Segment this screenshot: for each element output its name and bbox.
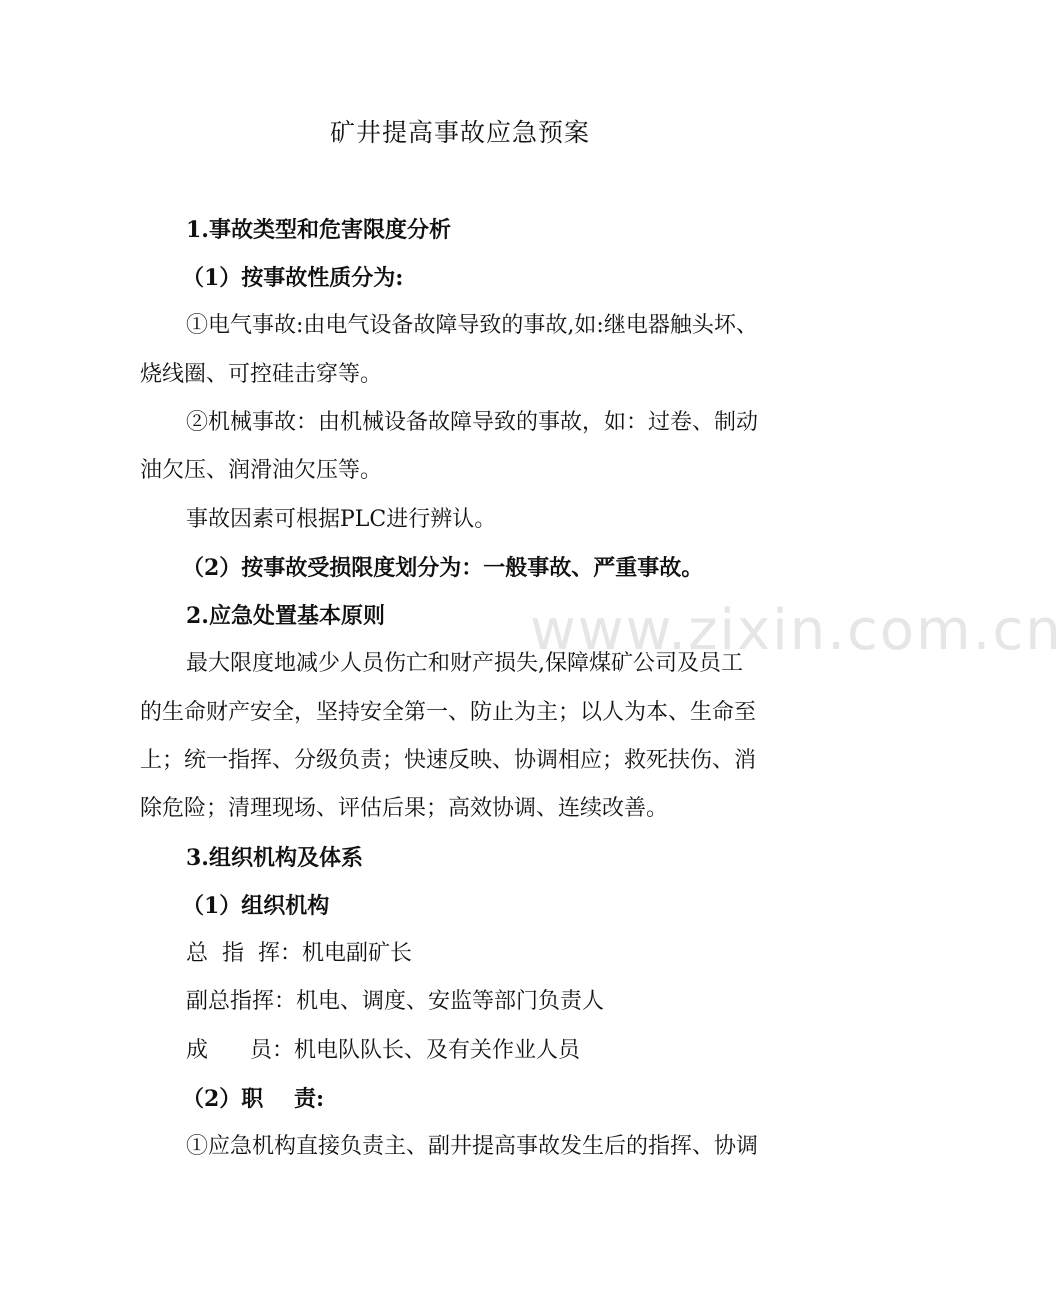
paragraph-line: 事故因素可根据PLC进行辨认。 — [186, 507, 497, 532]
section-heading-3: 3.组织机构及体系 — [186, 845, 363, 871]
watermark: www.zixin.com.cn — [530, 598, 1063, 663]
paragraph-line: ①应急机构直接负责主、副井提高事故发生后的指挥、协调 — [186, 1134, 759, 1159]
paragraph-line: ②机械事故：由机械设备故障导致的事故，如：过卷、制动 — [186, 410, 759, 435]
paragraph-line: 烧线圈、可控硅击穿等。 — [140, 362, 383, 387]
section-heading-1: 1.事故类型和危害限度分析 — [186, 217, 451, 243]
document-title: 矿井提高事故应急预案 — [329, 118, 590, 147]
subsection-heading-3-2: （2）职 责: — [182, 1086, 325, 1112]
paragraph-line: 最大限度地减少人员伤亡和财产损失,保障煤矿公司及员工 — [186, 651, 743, 676]
role-line-deputy: 副总指挥：机电、调度、安监等部门负责人 — [186, 989, 605, 1014]
paragraph-line: ①电气事故:由电气设备故障导致的事故,如:继电器触头坏、 — [186, 313, 758, 338]
subsection-heading-1-1: （1）按事故性质分为: — [182, 265, 404, 291]
paragraph-line: 的生命财产安全，坚持安全第一、防止为主；以人为本、生命至 — [140, 700, 757, 725]
subsection-heading-3-1: （1）组织机构 — [182, 893, 330, 919]
section-heading-2: 2.应急处置基本原则 — [186, 603, 385, 629]
role-line-members: 成 员：机电队队长、及有关作业人员 — [186, 1038, 580, 1063]
paragraph-line: 除危险；清理现场、评估后果；高效协调、连续改善。 — [140, 796, 669, 821]
paragraph-line: 上；统一指挥、分级负责；快速反映、协调相应；救死扶伤、消 — [140, 748, 757, 773]
role-line-commander: 总 指 挥：机电副矿长 — [186, 941, 412, 966]
paragraph-line: 油欠压、润滑油欠压等。 — [140, 458, 383, 483]
subsection-heading-1-2: （2）按事故受损限度划分为：一般事故、严重事故。 — [182, 555, 704, 581]
